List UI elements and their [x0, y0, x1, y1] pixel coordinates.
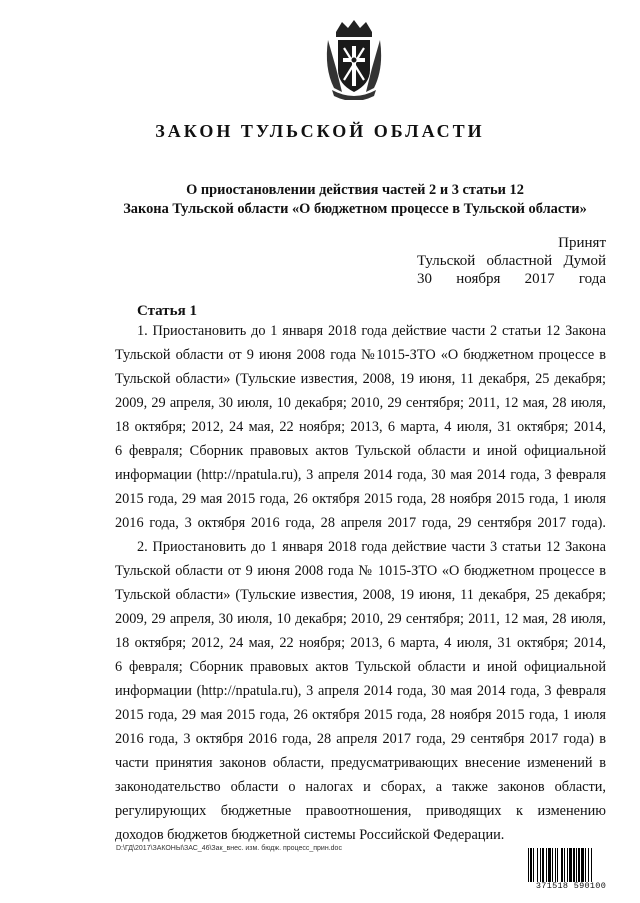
paragraph1-line: 2009, 29 апреля, 30 июля, 10 декабря; 2010, 29 сентября; 2011, 12 мая, 28 июля,	[115, 395, 606, 411]
adopted-word: ноября	[456, 271, 501, 287]
paragraph2-line: регулирующих бюджетные правоотношения, приводящих к изменению	[115, 803, 606, 819]
paragraph1-line: 6 февраля; Сборник правовых актов Тульской области и иной официальной	[115, 443, 606, 459]
law-subtitle-line1: О приостановлении действия частей 2 и 3 статьи 12	[186, 182, 524, 198]
paragraph2-line: информации (http://npatula.ru), 3 апреля 2014 года, 30 мая 2014 года, 3 февраля	[115, 683, 606, 699]
paragraph2-line: 2016 года, 3 октября 2016 года, 28 апреля 2017 года, 29 сентября 2017 года) в	[115, 731, 606, 747]
paragraph2-line: законодательство области о налогах и сборах, а также законов области,	[115, 779, 606, 795]
paragraph1-line: 18 октября; 2012, 24 мая, 22 ноября; 2013, 6 марта, 4 июля, 31 октября; 2014,	[115, 419, 606, 435]
law-title: ЗАКОН ТУЛЬСКОЙ ОБЛАСТИ	[155, 121, 485, 141]
adopted-word: 30	[417, 271, 432, 287]
paragraph2-line: 18 октября; 2012, 24 мая, 22 ноября; 2013, 6 марта, 4 июля, 31 октября; 2014,	[115, 635, 606, 651]
paragraph2-line: доходов бюджетов бюджетной системы Российской Федерации.	[115, 827, 505, 843]
paragraph2-line: Тульской области от 9 июня 2008 года № 1015-ЗТО «О бюджетном процессе в	[115, 563, 606, 579]
paragraph1-line: Тульской области» (Тульские известия, 2008, 19 июня, 11 декабря, 25 декабря;	[115, 371, 606, 387]
adopted-word: областной	[486, 253, 553, 269]
barcode-number: 371518 590100	[535, 881, 607, 891]
paragraph1-line: Тульской области от 9 июня 2008 года №1015-ЗТО «О бюджетном процессе в	[115, 347, 606, 363]
adopted-by-line	[417, 252, 606, 270]
adopted-word: Тульской	[417, 253, 476, 269]
paragraph1-line: информации (http://npatula.ru), 3 апреля 2014 года, 30 мая 2014 года, 3 февраля	[115, 467, 606, 483]
barcode-icon	[527, 848, 615, 882]
paragraph2-line: части принятия законов области, предусматривающих внесение изменений в	[115, 755, 606, 771]
law-subtitle-line2: Закона Тульской области «О бюджетном процессе в Тульской области»	[123, 201, 587, 217]
adopted-word: года	[578, 271, 606, 287]
adopted-label: Принят	[558, 235, 606, 251]
paragraph2-line: Тульской области» (Тульские известия, 2008, 19 июня, 11 декабря, 25 декабря;	[115, 587, 606, 603]
paragraph1-line: 1. Приостановить до 1 января 2018 года действие части 2 статьи 12 Закона	[137, 323, 606, 339]
paragraph1-line: 2016 года, 3 октября 2016 года, 28 апреля 2017 года, 29 сентября 2017 года).	[115, 515, 606, 531]
paragraph1-line: 2015 года, 29 мая 2015 года, 26 октября 2015 года, 28 ноября 2015 года, 1 июля	[115, 491, 606, 507]
file-path: D:\ГД\2017\ЗАКОНЫ\ЗАС_46\Зак_внес. изм. бюдж. процесс_прин.doc	[116, 845, 342, 852]
adopted-word: Думой	[563, 253, 606, 269]
adopted-word: 2017	[524, 271, 555, 287]
paragraph2-line: 2. Приостановить до 1 января 2018 года действие части 3 статьи 12 Закона	[137, 539, 606, 555]
paragraph2-line: 6 февраля; Сборник правовых актов Тульской области и иной официальной	[115, 659, 606, 675]
article-heading: Статья 1	[137, 303, 197, 319]
adopted-date-line	[417, 270, 606, 288]
paragraph2-line: 2009, 29 апреля, 30 июля, 10 декабря; 2010, 29 сентября; 2011, 12 мая, 28 июля,	[115, 611, 606, 627]
paragraph2-line: 2015 года, 29 мая 2015 года, 26 октября 2015 года, 28 ноября 2015 года, 1 июля	[115, 707, 606, 723]
coat-of-arms-icon	[322, 18, 386, 100]
